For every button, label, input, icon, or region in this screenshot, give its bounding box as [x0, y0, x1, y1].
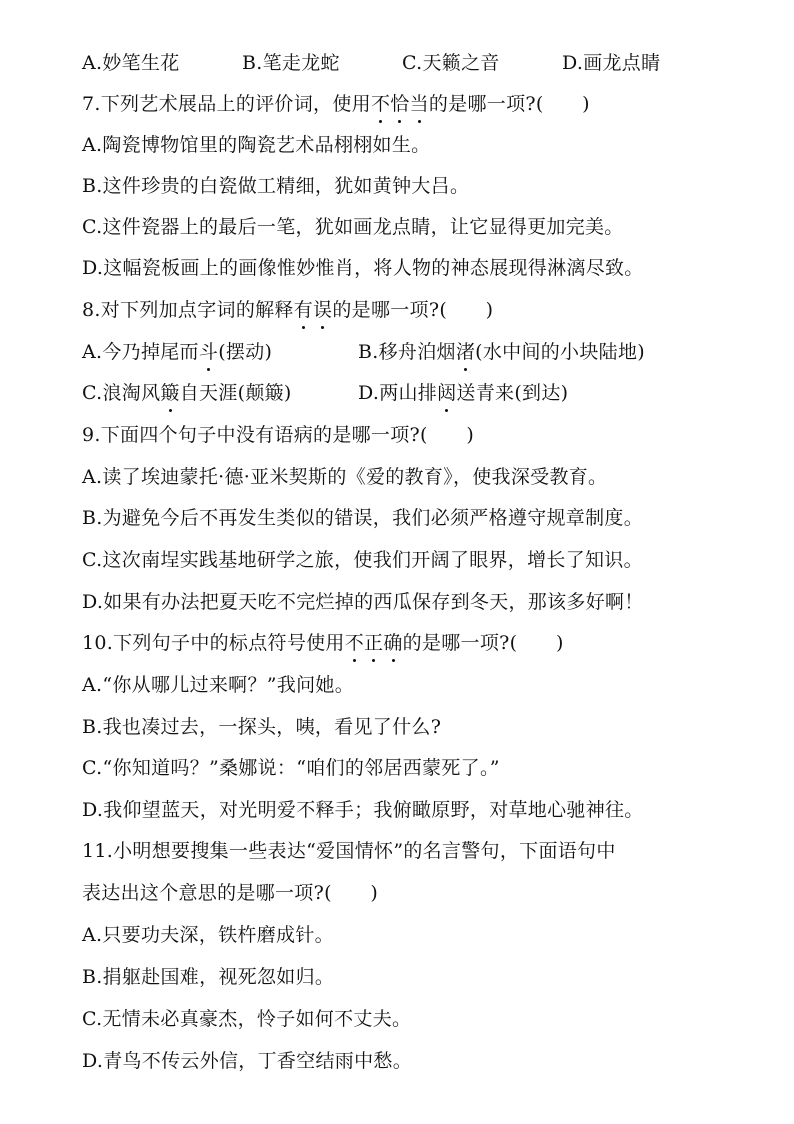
q8-stem-pre: 8.对下列加点字词的解释	[82, 299, 294, 321]
q8-options-row-1	[82, 339, 772, 365]
q7-option-a: A.陶瓷博物馆里的陶瓷艺术品栩栩如生。	[82, 134, 431, 156]
q8-option-d	[358, 380, 568, 406]
q6-option-b: B.笔走龙蛇	[242, 52, 340, 74]
q8-option-b-gloss: (水中间的小块陆地)	[475, 341, 645, 363]
q8-option-c-dotted-char: 簸	[160, 382, 180, 404]
q8-option-d-pre: D.两山排	[358, 382, 438, 404]
q8-option-a-dotted-char: 斗	[198, 341, 219, 363]
emphasis-dotted-char: 恰	[390, 93, 410, 115]
q8-option-c-gloss: 自天涯(颠簸)	[179, 382, 292, 404]
q9-option-b: B.为避免今后不再发生类似的错误，我们必须严格遵守规章制度。	[82, 507, 644, 529]
q10-stem	[82, 630, 772, 656]
q11-option-a: A.只要功夫深，铁杵磨成针。	[82, 924, 334, 946]
q9-option-a: A.读了埃迪蒙托·德·亚米契斯的《爱的教育》，使我深受教育。	[82, 466, 608, 488]
q8-option-a-gloss: (摆动)	[218, 341, 273, 363]
q8-option-b-pre: B.移舟泊烟	[358, 341, 456, 363]
q6-option-a: A.妙笔生花	[82, 52, 180, 74]
q9-option-c: C.这次南埕实践基地研学之旅，使我们开阔了眼界，增长了知识。	[82, 549, 643, 571]
q7-option-b: B.这件珍贵的白瓷做工精细，犹如黄钟大吕。	[82, 175, 470, 197]
q8-options-row-2	[82, 380, 772, 406]
q11-option-c: C.无情未必真豪杰，怜子如何不丈夫。	[82, 1008, 412, 1030]
q6-option-d: D.画龙点睛	[562, 52, 661, 74]
q8-option-c-pre: C.浪淘风	[82, 382, 161, 404]
q7-stem-pre: 7.下列艺术展品上的评价词，使用	[82, 93, 371, 115]
q7-option-d: D.这幅瓷板画上的画像惟妙惟肖，将人物的神态展现得淋漓尽致。	[82, 257, 644, 279]
emphasis-dotted-char: 有	[293, 299, 314, 321]
q8-option-c	[82, 380, 292, 406]
q8-option-a	[82, 339, 272, 365]
q11-stem-line-2: 表达出这个意思的是哪一项?( )	[82, 882, 379, 904]
q8-option-d-gloss: 送青来(到达)	[456, 382, 569, 404]
q10-stem-dotted	[345, 632, 403, 654]
q11-stem-line-1: 11.小明想要搜集一些表达“爱国情怀”的名言警句，下面语句中	[82, 840, 616, 862]
q6-options-row	[82, 50, 772, 76]
q7-stem-dotted	[371, 93, 429, 115]
q10-stem-post: 的是哪一项?( )	[402, 632, 564, 654]
q10-option-d: D.我仰望蓝天，对光明爱不释手；我俯瞰原野，对草地心驰神往。	[82, 799, 644, 821]
q8-option-b	[358, 339, 645, 365]
q10-option-c: C.“你知道吗？”桑娜说：“咱们的邻居西蒙死了。”	[82, 757, 500, 779]
emphasis-dotted-char: 误	[313, 299, 333, 321]
q7-stem	[82, 91, 772, 117]
q8-option-b-dotted-char: 渚	[455, 341, 476, 363]
q8-stem	[82, 297, 772, 323]
q8-option-a-pre: A.今乃掉尾而	[82, 341, 199, 363]
q7-option-c: C.这件瓷器上的最后一笔，犹如画龙点睛，让它显得更加完美。	[82, 216, 624, 238]
q11-option-b: B.捐躯赴国难，视死忽如归。	[82, 966, 335, 988]
emphasis-dotted-char: 不	[344, 632, 365, 654]
emphasis-dotted-char: 确	[383, 632, 403, 654]
q8-stem-dotted	[294, 299, 333, 321]
q10-stem-pre: 10.下列句子中的标点符号使用	[82, 632, 345, 654]
q9-option-d: D.如果有办法把夏天吃不完烂掉的西瓜保存到冬天，那该多好啊！	[82, 591, 644, 613]
emphasis-dotted-char: 不	[370, 93, 391, 115]
q7-stem-post: 的是哪一项?( )	[428, 93, 590, 115]
q8-stem-post: 的是哪一项?( )	[332, 299, 494, 321]
q9-stem: 9.下面四个句子中没有语病的是哪一项?( )	[82, 424, 475, 446]
q8-option-d-dotted-char: 闼	[437, 382, 457, 404]
emphasis-dotted-char: 正	[364, 632, 384, 654]
q10-option-b: B.我也凑过去，一探头，咦，看见了什么?	[82, 716, 442, 738]
emphasis-dotted-char: 当	[409, 93, 429, 115]
q11-option-d: D.青鸟不传云外信，丁香空结雨中愁。	[82, 1050, 412, 1072]
q6-option-c: C.天籁之音	[402, 52, 500, 74]
q10-option-a: A.“你从哪儿过来啊？”我问她。	[82, 674, 354, 696]
